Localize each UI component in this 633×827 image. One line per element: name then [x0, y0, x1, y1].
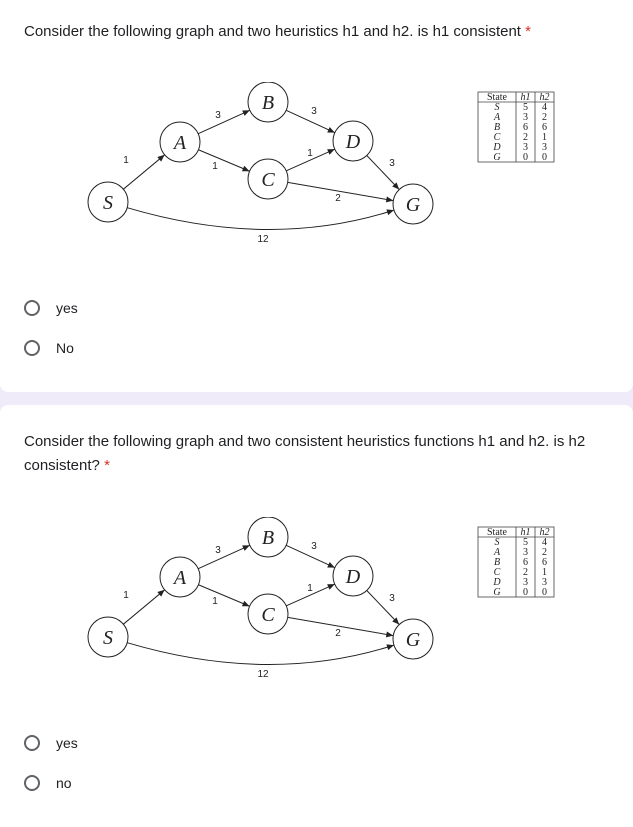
option-yes[interactable]	[24, 296, 78, 320]
graph-node-b	[248, 517, 288, 557]
question-1-title: Consider the following graph and two heuristics h1 and h2. is h1 consistent *	[24, 23, 531, 40]
radio-button[interactable]	[24, 300, 40, 316]
table-cell: 1	[542, 567, 547, 578]
graph-node-g	[393, 184, 433, 224]
node-label: B	[261, 527, 275, 549]
table-cell: 3	[523, 142, 528, 153]
radio-button[interactable]	[24, 775, 40, 791]
table-cell: 0	[542, 587, 547, 598]
edge-cost-label: 12	[257, 669, 269, 680]
edge-cost-label: 3	[389, 158, 395, 169]
edge-cost-label: 1	[307, 148, 313, 159]
edge-cost-label: 1	[212, 161, 218, 172]
table-cell: 6	[523, 122, 528, 133]
table-cell: 5	[523, 537, 528, 548]
question-card-1	[0, 0, 633, 392]
table-cell: 4	[542, 537, 547, 548]
node-label: D	[345, 566, 361, 588]
radio-button[interactable]	[24, 340, 40, 356]
node-label: S	[103, 192, 113, 214]
question-2-title: Consider the following graph and two consistent heuristics functions h1 and h2. is h2 consistent? *	[24, 433, 586, 474]
edge-cost-label: 2	[335, 628, 341, 639]
option-label: no	[56, 775, 72, 791]
table-cell: G	[493, 152, 501, 163]
graph-edge	[127, 643, 394, 665]
table-cell: D	[493, 577, 501, 588]
table-cell: D	[493, 142, 501, 153]
table-cell: 5	[523, 102, 528, 113]
table-cell: S	[494, 537, 500, 548]
table-cell: 3	[523, 577, 528, 588]
edge-cost-label: 3	[311, 541, 317, 552]
node-label: G	[405, 629, 421, 651]
table-cell: 6	[542, 122, 547, 133]
table-cell: 2	[542, 112, 547, 123]
graph-node-a	[160, 122, 200, 162]
table-header-cell: h2	[539, 92, 550, 103]
table-cell: 0	[542, 152, 547, 163]
table-cell: 2	[523, 567, 528, 578]
edge-cost-label: 12	[257, 234, 269, 245]
table-cell: A	[493, 547, 501, 558]
edge-arrowhead	[386, 196, 393, 202]
question-card-2	[0, 405, 633, 827]
node-label: C	[261, 604, 275, 626]
search-graph-figure	[70, 517, 600, 692]
node-label: C	[261, 169, 275, 191]
edge-arrowhead	[386, 644, 394, 650]
edge-cost-label: 2	[335, 193, 341, 204]
table-cell: G	[493, 587, 501, 598]
table-header-cell: h1	[520, 527, 531, 538]
table-cell: 3	[542, 577, 547, 588]
graph-node-b	[248, 82, 288, 122]
radio-button[interactable]	[24, 735, 40, 751]
option-no[interactable]	[24, 336, 74, 360]
graph-nodes	[88, 517, 433, 659]
table-cell: A	[493, 112, 501, 123]
edge-arrowhead	[386, 209, 394, 215]
graph-nodes	[88, 82, 433, 224]
graph-edge	[198, 585, 249, 606]
table-cell: 2	[523, 132, 528, 143]
table-cell: 0	[523, 587, 528, 598]
table-cell: 3	[523, 547, 528, 558]
table-cell: C	[493, 132, 501, 143]
table-cell: B	[493, 557, 501, 568]
required-asterisk: *	[525, 23, 531, 40]
table-header-cell: h2	[539, 527, 550, 538]
node-label: A	[173, 567, 187, 589]
edge-cost-label: 1	[123, 155, 129, 166]
node-label: A	[173, 132, 187, 154]
option-label: No	[56, 340, 74, 356]
heuristics-table	[478, 92, 554, 163]
edge-cost-label: 1	[307, 583, 313, 594]
graph-node-a	[160, 557, 200, 597]
graph-node-c	[248, 159, 288, 199]
graph-node-d	[333, 121, 373, 161]
graph-edge	[123, 590, 164, 624]
table-cell: 3	[523, 112, 528, 123]
graph-node-c	[248, 594, 288, 634]
table-cell: B	[493, 122, 501, 133]
option-yes[interactable]	[24, 731, 78, 755]
table-cell: 4	[542, 102, 547, 113]
option-no[interactable]	[24, 771, 72, 795]
table-cell: 3	[542, 142, 547, 153]
node-label: D	[345, 131, 361, 153]
table-cell: 2	[542, 547, 547, 558]
edge-cost-label: 3	[215, 110, 221, 121]
graph-edge	[198, 545, 250, 568]
node-label: B	[261, 92, 275, 114]
option-label: yes	[56, 300, 78, 316]
required-asterisk: *	[104, 457, 110, 474]
graph-node-s	[88, 617, 128, 657]
graph-node-g	[393, 619, 433, 659]
graph-edge	[198, 150, 249, 171]
table-cell: 6	[523, 557, 528, 568]
table-cell: 0	[523, 152, 528, 163]
table-header-cell: State	[487, 527, 507, 538]
edge-cost-label: 3	[311, 106, 317, 117]
graph-edge	[198, 110, 250, 133]
heuristics-table	[478, 527, 554, 598]
table-cell: C	[493, 567, 501, 578]
edge-cost-label: 1	[123, 590, 129, 601]
graph-node-d	[333, 556, 373, 596]
node-label: S	[103, 627, 113, 649]
option-label: yes	[56, 735, 78, 751]
table-header-cell: State	[487, 92, 507, 103]
table-cell: 1	[542, 132, 547, 143]
node-label: G	[405, 194, 421, 216]
graph-node-s	[88, 182, 128, 222]
edge-cost-label: 3	[215, 545, 221, 556]
graph-edge	[127, 208, 394, 230]
search-graph-figure	[70, 82, 600, 257]
table-cell: S	[494, 102, 500, 113]
edge-cost-label: 3	[389, 593, 395, 604]
table-cell: 6	[542, 557, 547, 568]
graph-edge	[123, 155, 164, 189]
edge-cost-label: 1	[212, 596, 218, 607]
edge-arrowhead	[386, 631, 393, 637]
table-header-cell: h1	[520, 92, 531, 103]
